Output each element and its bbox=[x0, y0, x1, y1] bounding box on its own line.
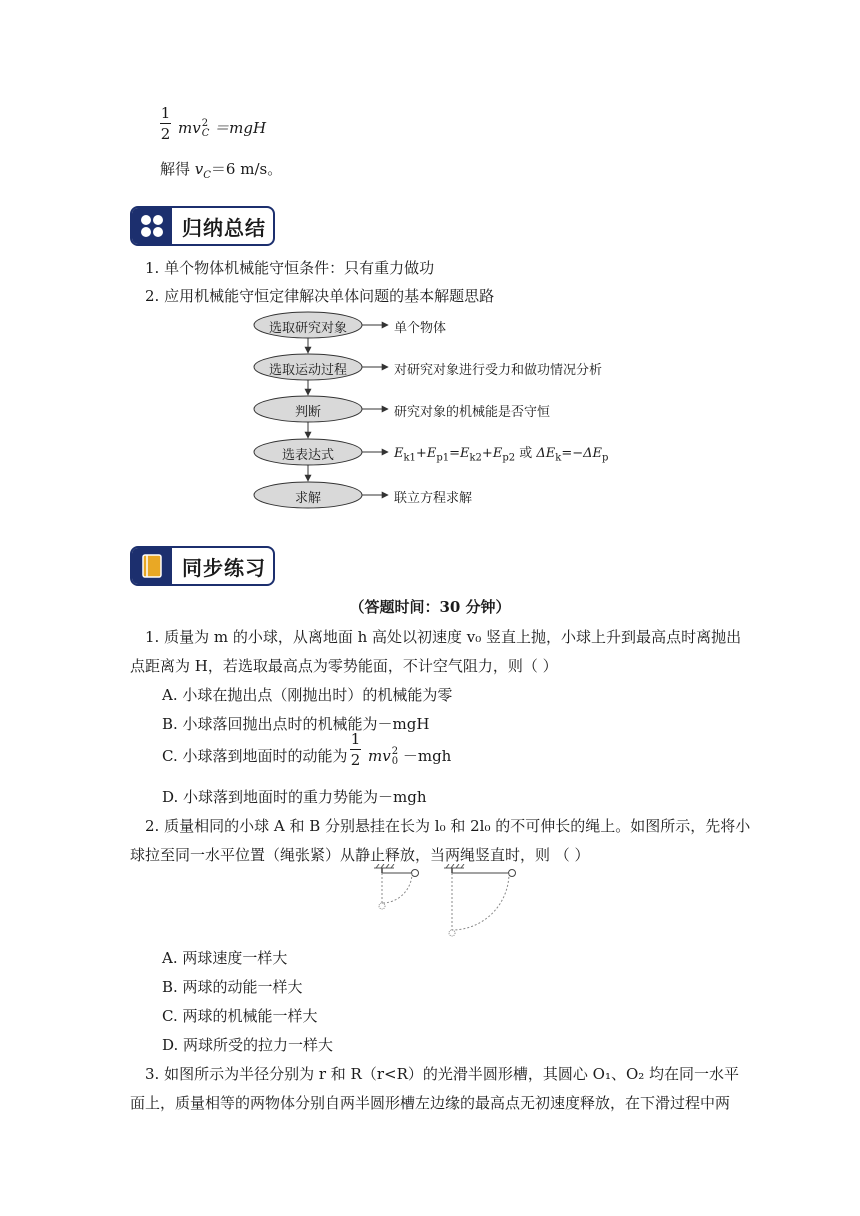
flow-step-2: 选取运动过程 bbox=[268, 363, 347, 378]
summary-banner-title: 归纳总结 bbox=[182, 215, 266, 240]
q1c-den: 2 bbox=[350, 751, 361, 770]
summary-item-1: 1. 单个物体机械能守恒条件：只有重力做功 bbox=[145, 259, 435, 277]
eq-mv: mv bbox=[178, 119, 201, 137]
q1c-rest: －mgh bbox=[402, 747, 452, 765]
practice-banner-title: 同步练习 bbox=[182, 555, 266, 580]
fraction-numerator: 1 bbox=[160, 104, 171, 122]
time-note: （答题时间：30 分钟） bbox=[349, 598, 511, 616]
f-dek-sub: k bbox=[555, 452, 562, 464]
flow-desc-2: 对研究对象进行受力和做功情况分析 bbox=[394, 363, 603, 378]
result-sub: C bbox=[203, 170, 211, 181]
q1c-sup: 2 bbox=[391, 746, 399, 757]
fraction-denominator: 2 bbox=[160, 125, 171, 144]
q1-option-c-expr bbox=[368, 745, 451, 767]
eq-sub: C bbox=[201, 128, 210, 139]
eq-sup: 2 bbox=[201, 118, 209, 129]
result-line bbox=[160, 158, 282, 181]
summary-item-2: 2. 应用机械能守恒定律解决单体问题的基本解题思路 bbox=[145, 287, 495, 305]
f-ek1-sub: k1 bbox=[403, 452, 416, 464]
f-ep2: E bbox=[492, 446, 503, 461]
f-eq: =− bbox=[561, 446, 584, 461]
q1c-mv: mv bbox=[368, 747, 391, 765]
flow-step-5: 求解 bbox=[294, 491, 321, 506]
q1c-bar bbox=[350, 749, 361, 750]
q1-option-b: B. 小球落回抛出点时的机械能为－mgH bbox=[162, 715, 430, 733]
summary-banner bbox=[130, 206, 275, 246]
pendulum-a bbox=[379, 868, 419, 909]
f-ep1-sub: p1 bbox=[436, 452, 450, 464]
clover-icon bbox=[132, 208, 172, 244]
pendulum-b bbox=[449, 868, 516, 936]
q2-line-2: 球拉至同一水平位置（绳张紧）从静止释放，当两绳竖直时，则 （ ） bbox=[130, 846, 590, 864]
q1c-num: 1 bbox=[350, 730, 361, 748]
q1-option-c-fraction bbox=[350, 730, 361, 769]
result-rest: ＝6 m/s。 bbox=[210, 160, 283, 178]
pendulum-figure bbox=[372, 864, 522, 938]
f-ek2-sub: k2 bbox=[469, 452, 482, 464]
ceiling-hatch-left bbox=[374, 864, 394, 868]
q2-line-1: 2. 质量相同的小球 A 和 B 分别悬挂在长为 l₀ 和 2l₀ 的不可伸长的绳上。如图所示，先将小 bbox=[145, 817, 751, 835]
f-ek1: E bbox=[394, 446, 404, 461]
q2-option-a: A. 两球速度一样大 bbox=[162, 949, 288, 967]
f-ek2: E bbox=[460, 446, 470, 461]
f-dek: ΔE bbox=[536, 446, 556, 461]
flow-formula: $E_{k1}+E_{p1}=E_{k2}+E_{p2}$ 或 $\Delta E_k=-\Delta E_p$ bbox=[394, 446, 609, 464]
eq-fraction-half bbox=[160, 104, 171, 143]
q1-option-c-prefix: C. 小球落到地面时的动能为 bbox=[162, 747, 348, 765]
f-ep2-sub: p2 bbox=[502, 452, 516, 464]
eq-right: ＝mgH bbox=[214, 119, 267, 137]
flow-step-4: 选表达式 bbox=[281, 448, 334, 463]
q3-line-2: 面上，质量相等的两物体分别自两半圆形槽左边缘的最高点无初速度释放，在下滑过程中两 bbox=[130, 1094, 731, 1112]
energy-equation bbox=[178, 117, 266, 139]
q1c-sub: 0 bbox=[391, 756, 399, 767]
flow-step-3: 判断 bbox=[294, 405, 321, 420]
book-icon bbox=[132, 548, 172, 584]
q1-line-1: 1. 质量为 m 的小球，从离地面 h 高处以初速度 v₀ 竖直上抛，小球上升到最高点时离抛出 bbox=[145, 628, 742, 646]
flow-desc-1: 单个物体 bbox=[394, 321, 447, 336]
q2-option-c: C. 两球的机械能一样大 bbox=[162, 1007, 318, 1025]
q1-option-a: A. 小球在抛出点（刚抛出时）的机械能为零 bbox=[162, 686, 453, 704]
practice-banner bbox=[130, 546, 275, 586]
result-var: v bbox=[194, 160, 204, 178]
flow-step-1: 选取研究对象 bbox=[268, 321, 347, 336]
fraction-bar bbox=[160, 123, 171, 124]
f-or: 或 bbox=[515, 446, 537, 461]
flow-desc-3: 研究对象的机械能是否守恒 bbox=[394, 405, 551, 420]
result-prefix: 解得 bbox=[160, 160, 195, 178]
q3-line-1: 3. 如图所示为半径分别为 r 和 R（r<R）的光滑半圆形槽，其圆心 O₁、O₂ 均在同一水平 bbox=[145, 1065, 740, 1083]
f-ep1: E bbox=[426, 446, 437, 461]
q1-option-d: D. 小球落到地面时的重力势能为－mgh bbox=[162, 788, 427, 806]
f-dep: ΔE bbox=[583, 446, 602, 461]
ceiling-hatch-right bbox=[444, 864, 464, 868]
q2-option-b: B. 两球的动能一样大 bbox=[162, 978, 303, 996]
flow-desc-5: 联立方程求解 bbox=[394, 491, 473, 506]
q1-line-2: 点距离为 H，若选取最高点为零势能面，不计空气阻力，则（ ） bbox=[130, 657, 558, 675]
f-dep-sub: p bbox=[602, 452, 609, 464]
q1-option-c bbox=[162, 745, 347, 766]
q2-option-d: D. 两球所受的拉力一样大 bbox=[162, 1036, 334, 1054]
